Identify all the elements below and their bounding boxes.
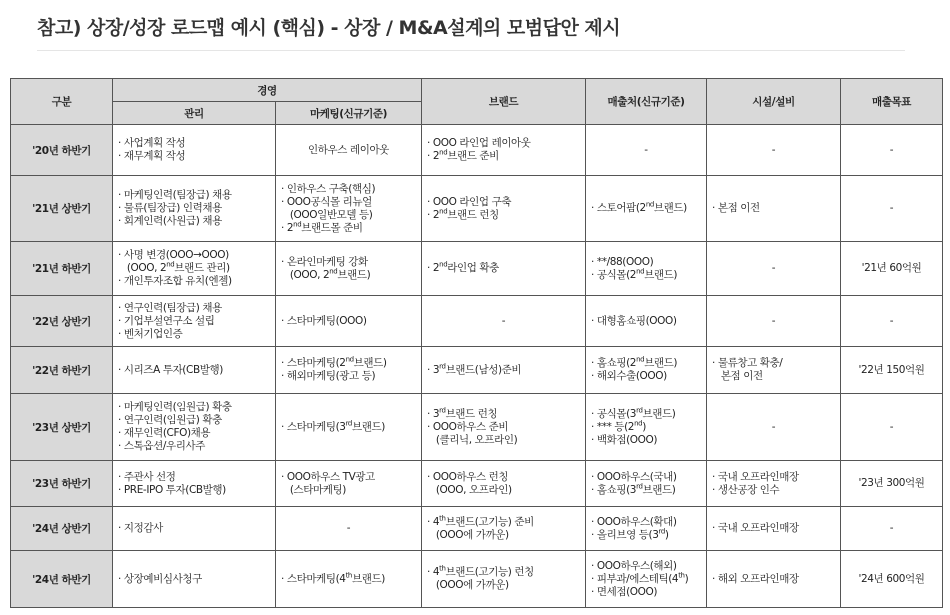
brand-cell — [422, 394, 586, 461]
cell-text: '23년 300억원 — [858, 477, 925, 489]
cell-text: · 개인투자조합 유치(엔젤) — [118, 275, 232, 287]
cell-text: · 사명 변경(OOO→OOO) — [118, 249, 229, 261]
cell-text: · OOO하우스 TV광고 — [281, 470, 375, 483]
table-row — [11, 176, 943, 242]
cell-text: · OOO하우스(국내) — [591, 470, 677, 483]
admin-cell — [113, 347, 276, 394]
cell-text: · 피부과/에스테틱(4th) — [591, 571, 689, 585]
brand-cell — [422, 461, 586, 507]
header-marketing: 마케팅(신규기준) — [276, 102, 422, 125]
cell-text: · 대형홈쇼핑(OOO) — [591, 314, 677, 327]
cell-text: - — [771, 314, 776, 327]
sales-target-cell — [841, 176, 943, 242]
sales-channel-cell — [586, 461, 707, 507]
cell-text: · 3rd브랜드(남성)준비 — [427, 362, 522, 376]
period-cell: '24년 상반기 — [11, 507, 113, 551]
period-cell: '20년 하반기 — [11, 125, 113, 176]
header-period: 구분 — [11, 79, 113, 125]
cell-text: · 4th브랜드(고기능) 준비 — [427, 514, 534, 528]
sales-target-cell — [841, 461, 943, 507]
cell-text: · 3rd브랜드 런칭 — [427, 406, 498, 420]
sales-target-cell — [841, 296, 943, 347]
cell-text: · 생산공장 인수 — [712, 483, 780, 496]
roadmap-table — [10, 78, 943, 608]
cell-text: - — [889, 143, 894, 156]
facility-cell — [707, 176, 841, 242]
cell-text: · 스타마케팅(3rd브랜드) — [281, 419, 385, 433]
cell-text: · 마케팅인력(팀장급) 채용 — [118, 189, 232, 201]
marketing-cell — [276, 176, 422, 242]
cell-text: - — [771, 420, 776, 433]
table-row — [11, 551, 943, 608]
cell-text: 본점 이전 — [712, 370, 763, 382]
brand-cell — [422, 125, 586, 176]
cell-text: · 올리브영 등(3rd) — [591, 527, 669, 541]
sales-channel-cell — [586, 507, 707, 551]
facility-cell — [707, 125, 841, 176]
cell-text: · OOO 라인업 구축 — [427, 195, 512, 208]
cell-text: · 연구인력(임원급) 확충 — [118, 414, 222, 426]
sales-target-cell — [841, 125, 943, 176]
period-cell: '21년 상반기 — [11, 176, 113, 242]
marketing-cell — [276, 461, 422, 507]
facility-cell — [707, 551, 841, 608]
cell-text: · 해외수출(OOO) — [591, 370, 667, 382]
period-cell: '23년 하반기 — [11, 461, 113, 507]
cell-text: · 스타마케팅(OOO) — [281, 314, 367, 327]
table-row — [11, 242, 943, 296]
sales-channel-cell — [586, 125, 707, 176]
cell-text: - — [501, 314, 506, 327]
cell-text: · 주관사 선정 — [118, 470, 176, 483]
period-cell: '22년 상반기 — [11, 296, 113, 347]
cell-text: · PRE-IPO 투자(CB발행) — [118, 483, 226, 496]
cell-text: (OOO, 2nd브랜드) — [281, 267, 371, 281]
cell-text: · 시리즈A 투자(CB발행) — [118, 363, 223, 376]
brand-cell — [422, 551, 586, 608]
sales-channel-cell — [586, 551, 707, 608]
cell-text: - — [771, 143, 776, 156]
cell-text: · 스톡옵션/우리사주 — [118, 440, 205, 452]
period-cell: '22년 하반기 — [11, 347, 113, 394]
brand-cell — [422, 242, 586, 296]
cell-text: · 스토어팜(2nd브랜드) — [591, 200, 687, 214]
facility-cell — [707, 394, 841, 461]
cell-text: '24년 600억원 — [858, 572, 925, 585]
roadmap-body — [11, 125, 943, 608]
cell-text: · 마케팅인력(임원급) 확충 — [118, 401, 232, 413]
table-row — [11, 507, 943, 551]
cell-text: · 해외마케팅(광고 등) — [281, 370, 376, 382]
cell-text: '22년 150억원 — [858, 363, 925, 376]
cell-text: (OOO에 가까운) — [427, 579, 509, 591]
table-row — [11, 296, 943, 347]
cell-text: · 상장예비심사청구 — [118, 572, 202, 585]
cell-text: · 국내 오프라인매장 — [712, 522, 799, 534]
facility-cell — [707, 461, 841, 507]
header-brand: 브랜드 — [422, 79, 586, 125]
admin-cell — [113, 176, 276, 242]
cell-text: 인하우스 레이아웃 — [308, 143, 389, 156]
cell-text: · 공식몰(3rd브랜드) — [591, 406, 676, 420]
cell-text: (OOO일반모델 등) — [281, 208, 373, 221]
sales-target-cell — [841, 551, 943, 608]
admin-cell — [113, 551, 276, 608]
marketing-cell — [276, 507, 422, 551]
cell-text: · 물류(팀장급) 인력채용 — [118, 202, 222, 214]
cell-text: · OOO 라인업 레이아웃 — [427, 137, 531, 149]
cell-text: - — [889, 202, 894, 214]
title-divider — [37, 50, 905, 51]
cell-text: · 2nd브랜드 런칭 — [427, 207, 499, 221]
cell-text: · 4th브랜드(고기능) 런칭 — [427, 564, 534, 578]
header-sales-target: 매출목표 — [841, 79, 943, 125]
cell-text: - — [889, 420, 894, 433]
cell-text: · 공식몰(2nd브랜드) — [591, 267, 678, 281]
cell-text: · 인하우스 구축(핵심) — [281, 182, 376, 195]
sales-channel-cell — [586, 176, 707, 242]
cell-text: · 회계인력(사원급) 채용 — [118, 215, 222, 227]
cell-text: · OOO하우스(확대) — [591, 515, 677, 528]
cell-text: · 본점 이전 — [712, 202, 760, 214]
cell-text: · OOO하우스 준비 — [427, 420, 509, 433]
period-cell: '23년 상반기 — [11, 394, 113, 461]
marketing-cell — [276, 347, 422, 394]
marketing-cell — [276, 242, 422, 296]
cell-text: · OOO하우스 런칭 — [427, 470, 509, 483]
cell-text: · 2nd라인업 확충 — [427, 260, 499, 274]
facility-cell — [707, 296, 841, 347]
cell-text: · OOO공식몰 리뉴얼 — [281, 195, 372, 208]
cell-text: · 면세점(OOO) — [591, 585, 658, 598]
admin-cell — [113, 507, 276, 551]
header-facility: 시설/설비 — [707, 79, 841, 125]
sales-channel-cell — [586, 394, 707, 461]
cell-text: - — [889, 522, 894, 534]
cell-text: (OOO에 가까운) — [427, 528, 509, 541]
cell-text: · 벤처기업인증 — [118, 327, 183, 340]
page-title: 참고) 상장/성장 로드맵 예시 (핵심) - 상장 / M&A설계의 모범답안 제시 — [37, 17, 621, 39]
cell-text: · 물류창고 확충/ — [712, 357, 783, 369]
cell-text: · 스타마케팅(4th브랜드) — [281, 571, 385, 585]
cell-text: · 홈쇼핑(2nd브랜드) — [591, 355, 678, 369]
table-row — [11, 347, 943, 394]
cell-text: - — [889, 314, 894, 327]
cell-text: - — [644, 143, 648, 156]
admin-cell — [113, 125, 276, 176]
cell-text: · 지정감사 — [118, 522, 163, 534]
cell-text: (스타마케팅) — [281, 483, 346, 496]
sales-target-cell — [841, 242, 943, 296]
table-row — [11, 125, 943, 176]
marketing-cell — [276, 125, 422, 176]
cell-text: · 홈쇼핑(3rd브랜드) — [591, 482, 676, 496]
sales-channel-cell — [586, 347, 707, 394]
header-sales-channel: 매출처(신규기준) — [586, 79, 707, 125]
table-row — [11, 461, 943, 507]
admin-cell — [113, 242, 276, 296]
cell-text: - — [346, 522, 351, 534]
header-management: 경영 — [113, 79, 422, 102]
cell-text: · OOO하우스(해외) — [591, 559, 677, 572]
brand-cell — [422, 507, 586, 551]
cell-text: (OOO, 오프라인) — [427, 483, 512, 496]
cell-text: '21년 60억원 — [861, 262, 922, 274]
cell-text: · 연구인력(팀장급) 채용 — [118, 301, 222, 314]
cell-text: · 온라인마케팅 강화 — [281, 255, 368, 268]
cell-text: · 재무인력(CFO)채용 — [118, 427, 211, 439]
cell-text: · 2nd브랜드몰 준비 — [281, 220, 363, 234]
cell-text: · 국내 오프라인매장 — [712, 470, 799, 483]
admin-cell — [113, 461, 276, 507]
cell-text: · 사업계획 작성 — [118, 137, 186, 149]
cell-text: · 2nd브랜드 준비 — [427, 148, 499, 162]
header-admin: 관리 — [113, 102, 276, 125]
facility-cell — [707, 242, 841, 296]
marketing-cell — [276, 394, 422, 461]
brand-cell — [422, 296, 586, 347]
facility-cell — [707, 507, 841, 551]
cell-text: · 해외 오프라인매장 — [712, 572, 799, 585]
sales-channel-cell — [586, 242, 707, 296]
cell-text: · **/88(OOO) — [591, 255, 654, 268]
brand-cell — [422, 176, 586, 242]
period-cell: '24년 하반기 — [11, 551, 113, 608]
table-row — [11, 394, 943, 461]
admin-cell — [113, 394, 276, 461]
cell-text: (클리닉, 오프라인) — [427, 433, 518, 446]
marketing-cell — [276, 296, 422, 347]
cell-text: · 기업부설연구소 설립 — [118, 314, 215, 327]
cell-text: (OOO, 2nd브랜드 관리) — [118, 260, 230, 274]
marketing-cell — [276, 551, 422, 608]
facility-cell — [707, 347, 841, 394]
cell-text: · 재무계획 작성 — [118, 150, 186, 162]
cell-text: - — [771, 262, 776, 274]
cell-text: · *** 등(2nd) — [591, 419, 646, 433]
sales-target-cell — [841, 507, 943, 551]
brand-cell — [422, 347, 586, 394]
period-cell: '21년 하반기 — [11, 242, 113, 296]
admin-cell — [113, 296, 276, 347]
sales-target-cell — [841, 347, 943, 394]
cell-text: · 스타마케팅(2nd브랜드) — [281, 355, 387, 369]
cell-text: · 백화점(OOO) — [591, 433, 658, 446]
sales-channel-cell — [586, 296, 707, 347]
sales-target-cell — [841, 394, 943, 461]
